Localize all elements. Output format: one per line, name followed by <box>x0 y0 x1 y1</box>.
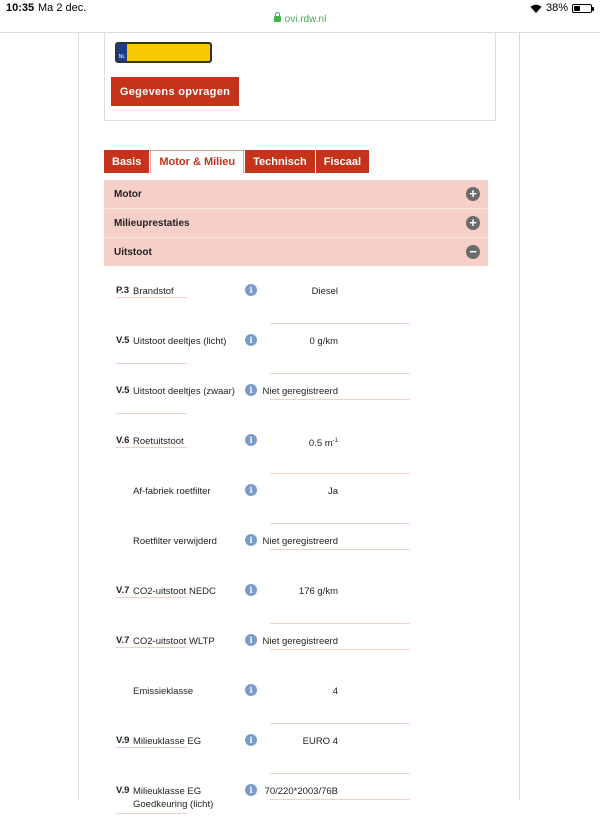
row-value-text: Diesel <box>311 286 338 297</box>
row-value <box>248 685 338 698</box>
info-icon[interactable]: i <box>245 584 257 596</box>
data-row <box>104 625 488 675</box>
row-underline-right <box>270 799 410 800</box>
row-value-text: 4 <box>332 686 338 697</box>
info-icon[interactable]: i <box>245 684 257 696</box>
info-icon[interactable]: i <box>245 334 257 346</box>
row-underline-right <box>270 623 410 624</box>
row-value-superscript: -1 <box>332 438 338 444</box>
row-underline-left <box>116 297 187 298</box>
row-value <box>248 385 338 398</box>
row-value-text: Niet geregistreerd <box>262 636 338 647</box>
row-value-text: 176 g/km <box>298 586 338 597</box>
info-icon[interactable]: i <box>245 434 257 446</box>
row-value-text: Ja <box>327 486 338 497</box>
row-underline-right <box>270 549 410 550</box>
row-value <box>248 335 338 348</box>
row-code: P.3 <box>116 285 130 296</box>
row-code: V.7 <box>116 635 130 646</box>
row-underline-left <box>116 363 187 364</box>
status-right <box>530 2 592 14</box>
info-icon[interactable]: i <box>245 534 257 546</box>
row-label: CO2-uitstoot NEDC <box>133 586 216 597</box>
row-label: Roetuitstoot <box>133 436 184 447</box>
row-underline-right <box>270 473 410 474</box>
row-underline-left <box>116 647 187 648</box>
row-value <box>248 485 338 498</box>
info-icon[interactable]: i <box>245 384 257 396</box>
page-border-right <box>519 33 520 800</box>
info-icon[interactable]: i <box>245 784 257 796</box>
row-underline-right <box>270 323 410 324</box>
row-underline-left <box>116 747 187 748</box>
row-underline-right <box>270 399 410 400</box>
row-code: V.5 <box>116 385 130 396</box>
url-bar[interactable] <box>0 14 600 32</box>
data-row <box>104 325 488 375</box>
row-value <box>248 735 338 748</box>
info-icon[interactable]: i <box>245 484 257 496</box>
data-row <box>104 475 488 525</box>
row-value <box>248 635 338 648</box>
row-code: V.9 <box>116 735 130 746</box>
status-time: 10:35 <box>6 2 35 14</box>
data-row <box>104 675 488 725</box>
row-value-text: 70/220*2003/76B <box>264 786 338 797</box>
section-title: Motor <box>114 188 142 200</box>
section-uitstoot[interactable] <box>104 238 488 266</box>
row-code: V.5 <box>116 335 130 346</box>
data-row <box>104 575 488 625</box>
row-value-text: Niet geregistreerd <box>262 386 338 397</box>
url-text: ovi.rdw.nl <box>284 14 327 25</box>
row-label: Emissieklasse <box>133 686 194 697</box>
tab-fiscaal[interactable]: Fiscaal <box>316 150 369 173</box>
row-underline-left <box>116 597 187 598</box>
row-value <box>248 535 338 548</box>
section-title: Uitstoot <box>114 246 152 258</box>
row-code: V.6 <box>116 435 130 446</box>
row-underline-right <box>270 723 410 724</box>
battery-icon <box>572 4 592 13</box>
section-milieuprestaties[interactable] <box>104 209 488 237</box>
expand-plus-icon[interactable]: + <box>466 187 480 201</box>
license-plate-form <box>104 33 496 121</box>
data-row <box>104 375 488 425</box>
row-label: Uitstoot deeltjes (licht) <box>133 336 227 347</box>
row-label: CO2-uitstoot WLTP <box>133 636 215 647</box>
battery-percentage: 38% <box>545 2 568 14</box>
data-row <box>104 725 488 775</box>
data-row <box>104 425 488 475</box>
info-icon[interactable]: i <box>245 634 257 646</box>
row-value-text: Niet geregistreerd <box>262 536 338 547</box>
row-value-text: 0 g/km <box>309 336 338 347</box>
row-value <box>248 585 338 598</box>
row-underline-left <box>116 813 187 814</box>
row-label: Milieuklasse EG Goedkeuring (licht) <box>133 786 214 810</box>
data-row <box>104 525 488 575</box>
section-title: Milieuprestaties <box>114 217 190 229</box>
row-value-text: EURO 4 <box>302 736 338 747</box>
section-motor[interactable] <box>104 180 488 208</box>
wifi-icon <box>530 4 542 13</box>
row-code: V.7 <box>116 585 130 596</box>
row-label: Roetfilter verwijderd <box>133 536 217 547</box>
row-underline-left <box>116 447 187 448</box>
row-underline-right <box>270 523 410 524</box>
row-value <box>248 285 338 298</box>
collapse-minus-icon[interactable]: − <box>466 245 480 259</box>
lock-icon <box>274 16 281 22</box>
row-underline-right <box>270 649 410 650</box>
row-value-text: 0.5 m <box>308 438 333 450</box>
data-row <box>104 275 488 325</box>
plate-country-badge: NL <box>117 44 127 61</box>
info-icon[interactable]: i <box>245 284 257 296</box>
expand-plus-icon[interactable]: + <box>466 216 480 230</box>
row-underline-left <box>116 413 187 414</box>
row-underline-right <box>270 373 410 374</box>
row-label: Uitstoot deeltjes (zwaar) <box>133 386 235 397</box>
row-underline-right <box>270 773 410 774</box>
row-label: Milieuklasse EG <box>133 736 202 747</box>
tab-technisch[interactable]: Technisch <box>245 150 315 173</box>
info-icon[interactable]: i <box>245 734 257 746</box>
status-date: Ma 2 dec. <box>38 2 87 14</box>
row-label: Brandstof <box>133 286 174 297</box>
row-code: V.9 <box>116 785 130 796</box>
page-border-left <box>78 33 79 800</box>
data-row <box>104 775 488 825</box>
tab-basis[interactable]: Basis <box>104 150 149 173</box>
license-plate-input[interactable] <box>115 42 212 63</box>
row-value <box>248 435 338 450</box>
tab-motor-milieu[interactable]: Motor & Milieu <box>150 150 244 173</box>
row-value <box>248 785 338 798</box>
request-data-button[interactable]: Gegevens opvragen <box>111 77 239 106</box>
row-label: Af-fabriek roetfilter <box>133 486 211 497</box>
tab-bar <box>104 150 369 173</box>
